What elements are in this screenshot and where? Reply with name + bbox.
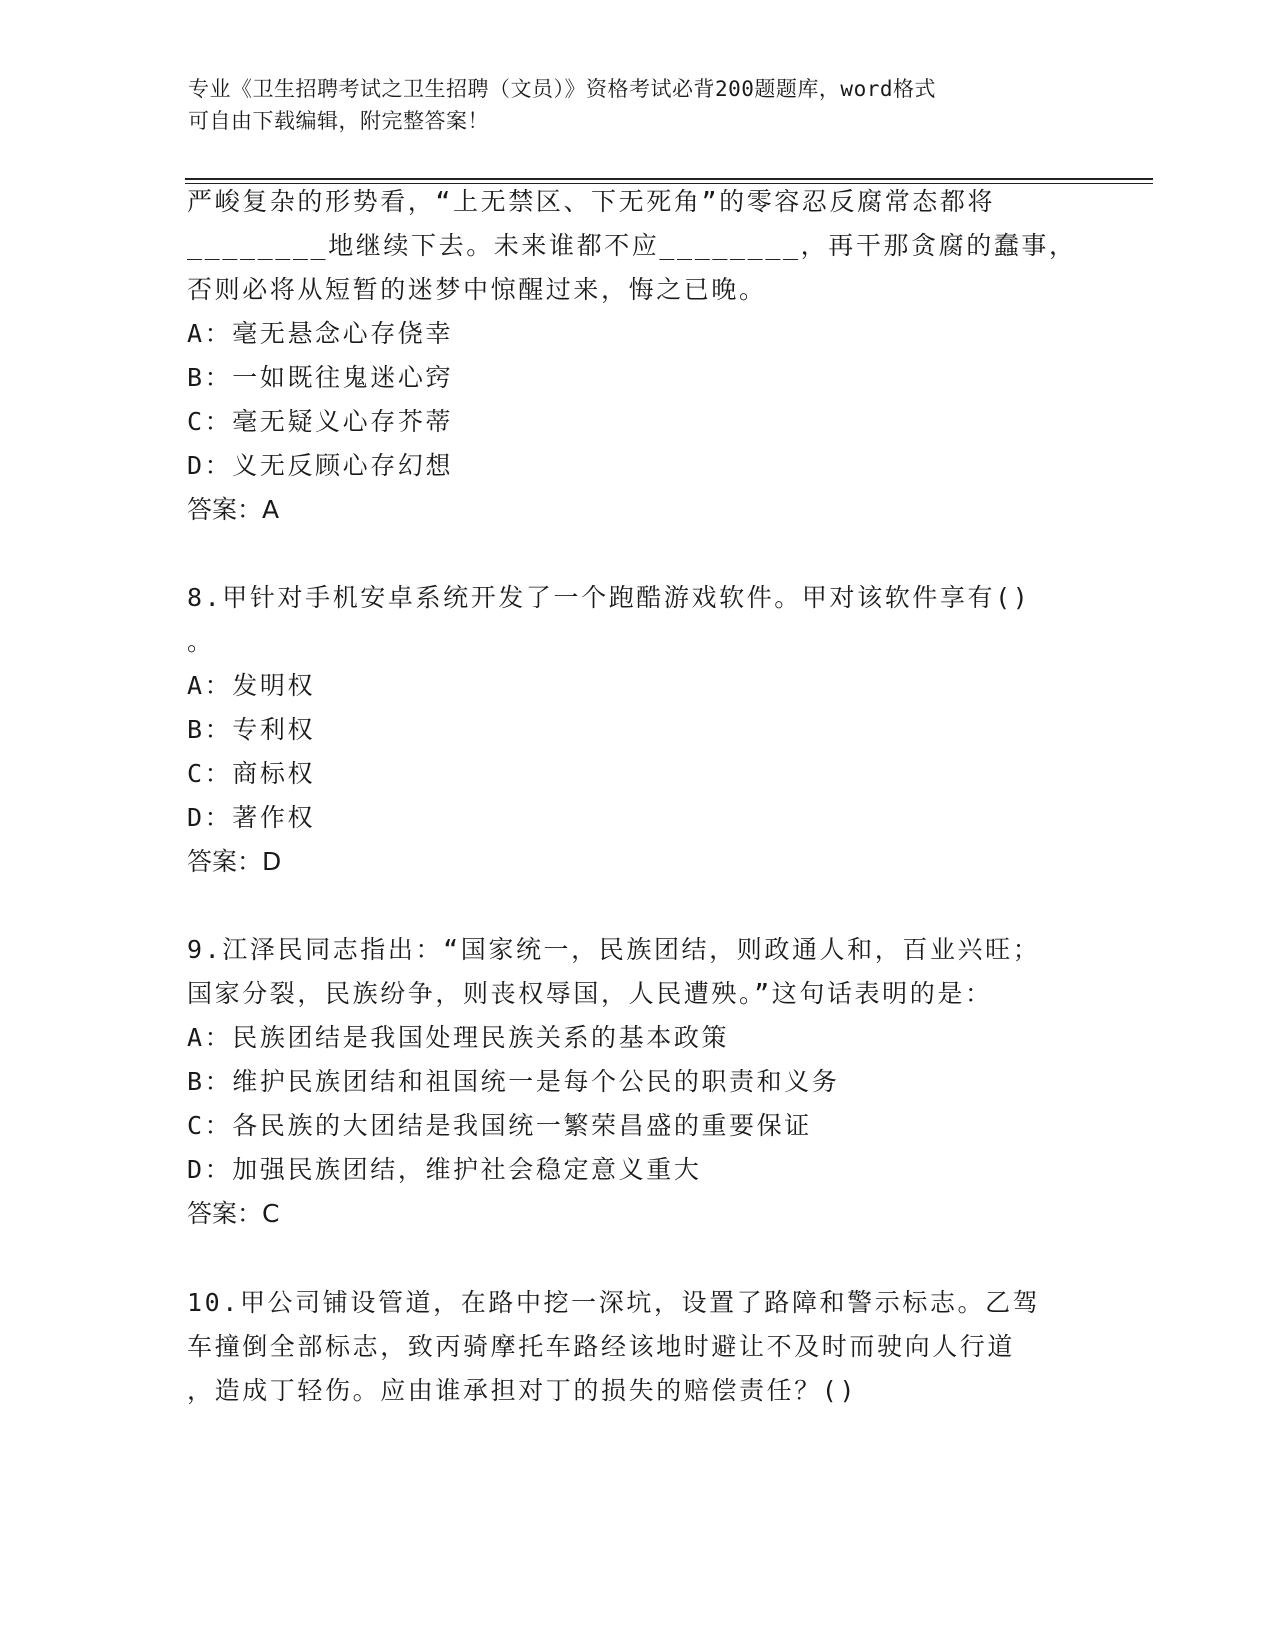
q7-option-a: A：毫无悬念心存侥幸 xyxy=(187,319,454,348)
q7-stem-line-1: 严峻复杂的形势看，“上无禁区、下无死角”的零容忍反腐常态都将 xyxy=(187,187,996,216)
q7-option-c: C：毫无疑义心存芥蒂 xyxy=(187,407,454,436)
q8-stem-line-1: 8.甲针对手机安卓系统开发了一个跑酷游戏软件。甲对该软件享有() xyxy=(187,583,1031,612)
header-divider-thin xyxy=(185,183,1153,184)
q9-option-a: A：民族团结是我国处理民族关系的基本政策 xyxy=(187,1023,730,1052)
q10-stem-line-2: 车撞倒全部标志，致丙骑摩托车路经该地时避让不及时而驶向人行道 xyxy=(187,1332,1016,1361)
page-header xyxy=(188,73,1068,137)
q9-stem-line-2: 国家分裂，民族纷争，则丧权辱国，人民遭殃。”这句话表明的是： xyxy=(187,979,993,1008)
q8-option-a: A：发明权 xyxy=(187,671,316,700)
q9-option-b: B：维护民族团结和祖国统一是每个公民的职责和义务 xyxy=(187,1067,840,1096)
q8-option-c: C：商标权 xyxy=(187,759,316,788)
q10-stem-line-3: ，造成丁轻伤。应由谁承担对丁的损失的赔偿责任？() xyxy=(187,1376,858,1405)
q7-stem-line-2: ________地继续下去。未来谁都不应________，再干那贪腐的蠢事， xyxy=(187,231,1077,260)
q8-option-b: B：专利权 xyxy=(187,715,316,744)
header-title-line-2: 可自由下载编辑，附完整答案！ xyxy=(188,109,489,133)
q8-option-d: D：著作权 xyxy=(187,803,316,832)
q7-option-d: D：义无反顾心存幻想 xyxy=(187,451,454,480)
q9-answer: 答案：C xyxy=(187,1199,280,1228)
q7-stem-line-3: 否则必将从短暂的迷梦中惊醒过来，悔之已晚。 xyxy=(187,275,767,304)
q10-stem-line-1: 10.甲公司铺设管道，在路中挖一深坑，设置了路障和警示标志。乙驾 xyxy=(187,1288,1041,1317)
q7-option-b: B：一如既往鬼迷心窍 xyxy=(187,363,454,392)
q7-answer: 答案：A xyxy=(187,495,280,524)
header-divider-thick xyxy=(185,178,1153,180)
q8-stem-line-2: 。 xyxy=(187,627,215,656)
q9-stem-line-1: 9.江泽民同志指出：“国家统一，民族团结，则政通人和，百业兴旺； xyxy=(187,935,1041,964)
header-title-line-1: 专业《卫生招聘考试之卫生招聘（文员）》资格考试必背200题题库，word格式 xyxy=(188,77,936,101)
q9-option-d: D：加强民族团结，维护社会稳定意义重大 xyxy=(187,1155,702,1184)
q8-answer: 答案：D xyxy=(187,847,282,876)
q9-option-c: C：各民族的大团结是我国统一繁荣昌盛的重要保证 xyxy=(187,1111,812,1140)
